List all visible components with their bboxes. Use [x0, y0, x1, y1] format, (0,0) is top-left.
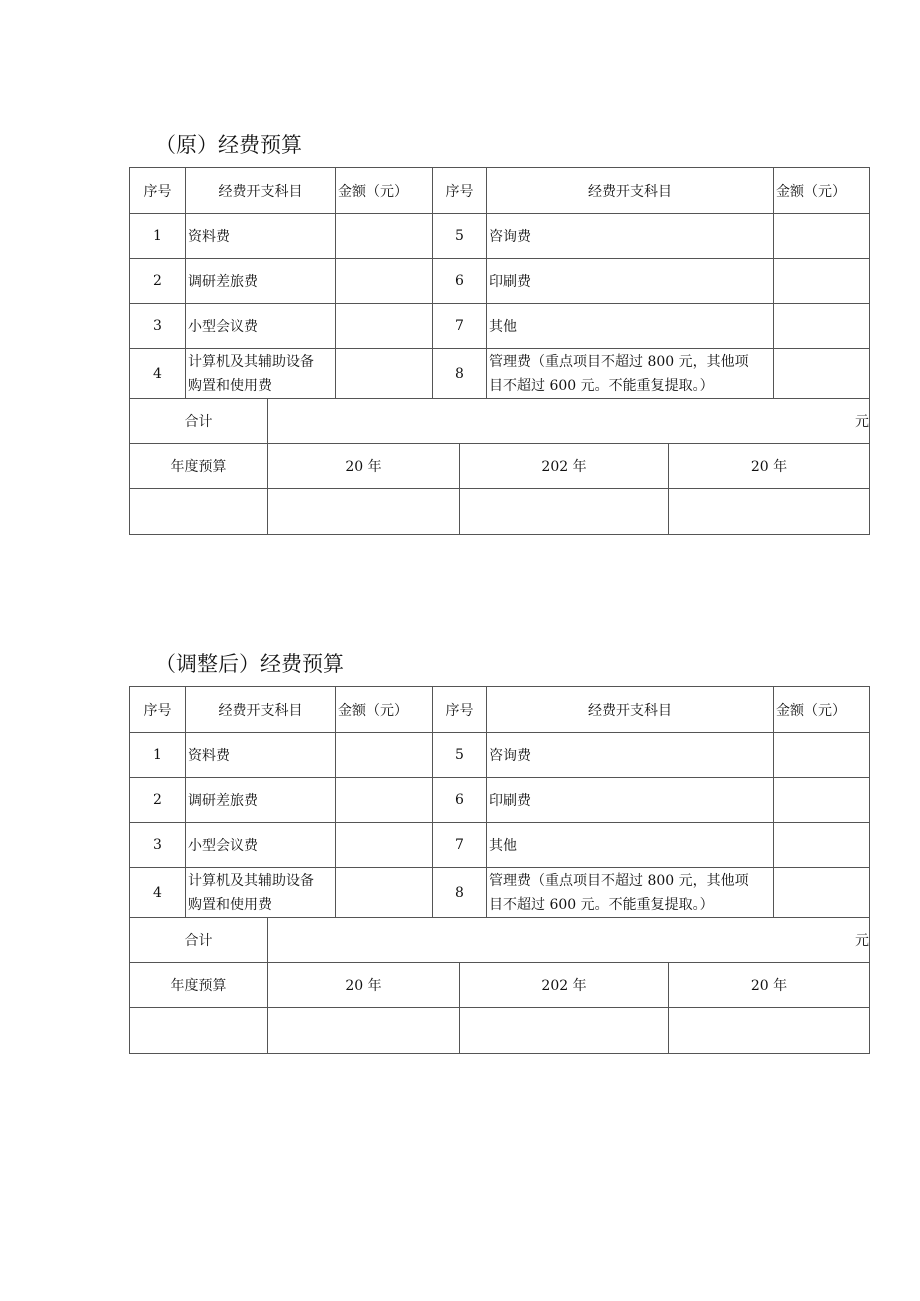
total-row [129, 917, 870, 962]
table-row [129, 348, 870, 398]
budget-table-original [129, 167, 870, 535]
table-row [129, 777, 870, 822]
item-name: 计算机及其辅助设备 购置和使用费 [185, 348, 335, 398]
item-name: 印刷费 [486, 777, 773, 822]
year-header: 202 年 [459, 962, 668, 1007]
blank-cell[interactable] [129, 1007, 267, 1054]
header-seq-right: 序号 [432, 167, 486, 213]
year-header: 20 年 [267, 962, 459, 1007]
item-no: 7 [432, 822, 486, 867]
annual-value-row [129, 1007, 870, 1054]
item-no: 6 [432, 258, 486, 303]
item-name: 资料费 [185, 213, 335, 258]
item-name: 计算机及其辅助设备 购置和使用费 [185, 867, 335, 917]
total-unit: 元 [855, 414, 869, 430]
amount-input-cell[interactable] [773, 822, 870, 867]
header-amount-left: 金额（元） [335, 167, 432, 213]
total-value-cell[interactable] [267, 917, 870, 962]
year-value-cell[interactable] [459, 488, 668, 535]
amount-input-cell[interactable] [773, 348, 870, 398]
item-name: 管理费（重点项目不超过 800 元，其他项 目不超过 600 元。不能重复提取。） [486, 867, 773, 917]
table-row [129, 303, 870, 348]
item-no: 8 [432, 867, 486, 917]
amount-input-cell[interactable] [335, 867, 432, 917]
item-name: 调研差旅费 [185, 777, 335, 822]
amount-input-cell[interactable] [773, 867, 870, 917]
year-value-cell[interactable] [459, 1007, 668, 1054]
header-seq-left: 序号 [129, 686, 185, 732]
year-value-cell[interactable] [267, 488, 459, 535]
item-no: 8 [432, 348, 486, 398]
item-name: 其他 [486, 303, 773, 348]
year-value-cell[interactable] [668, 488, 870, 535]
table-row [129, 867, 870, 917]
header-amount-right: 金额（元） [773, 686, 870, 732]
year-value-cell[interactable] [267, 1007, 459, 1054]
item-no: 1 [129, 213, 185, 258]
header-seq-left: 序号 [129, 167, 185, 213]
item-name: 咨询费 [486, 732, 773, 777]
item-name: 其他 [486, 822, 773, 867]
amount-input-cell[interactable] [335, 303, 432, 348]
amount-input-cell[interactable] [773, 303, 870, 348]
table-row [129, 732, 870, 777]
year-header: 20 年 [267, 443, 459, 488]
item-no: 3 [129, 303, 185, 348]
item-no: 4 [129, 867, 185, 917]
item-name: 资料费 [185, 732, 335, 777]
amount-input-cell[interactable] [335, 822, 432, 867]
annual-value-row [129, 488, 870, 535]
item-no: 3 [129, 822, 185, 867]
header-subject-right: 经费开支科目 [486, 686, 773, 732]
budget-table-adjusted [129, 686, 870, 1054]
total-label: 合计 [129, 398, 267, 443]
header-amount-right: 金额（元） [773, 167, 870, 213]
amount-input-cell[interactable] [335, 777, 432, 822]
item-name: 印刷费 [486, 258, 773, 303]
header-seq-right: 序号 [432, 686, 486, 732]
table-header-row [129, 686, 870, 732]
total-row [129, 398, 870, 443]
annual-budget-row [129, 443, 870, 488]
item-name: 咨询费 [486, 213, 773, 258]
header-subject-right: 经费开支科目 [486, 167, 773, 213]
amount-input-cell[interactable] [335, 258, 432, 303]
amount-input-cell[interactable] [773, 213, 870, 258]
amount-input-cell[interactable] [335, 213, 432, 258]
annual-budget-label: 年度预算 [129, 962, 267, 1007]
header-amount-left: 金额（元） [335, 686, 432, 732]
item-no: 6 [432, 777, 486, 822]
blank-cell[interactable] [129, 488, 267, 535]
year-header: 202 年 [459, 443, 668, 488]
amount-input-cell[interactable] [335, 732, 432, 777]
total-label: 合计 [129, 917, 267, 962]
header-subject-left: 经费开支科目 [185, 686, 335, 732]
year-value-cell[interactable] [668, 1007, 870, 1054]
table-row [129, 258, 870, 303]
table-header-row [129, 167, 870, 213]
amount-input-cell[interactable] [773, 777, 870, 822]
year-header: 20 年 [668, 443, 870, 488]
item-name: 管理费（重点项目不超过 800 元，其他项 目不超过 600 元。不能重复提取。） [486, 348, 773, 398]
year-header: 20 年 [668, 962, 870, 1007]
item-no: 5 [432, 213, 486, 258]
table-row [129, 822, 870, 867]
item-no: 4 [129, 348, 185, 398]
section-title-original: （原）经费预算 [155, 133, 302, 157]
item-name: 小型会议费 [185, 822, 335, 867]
table-row [129, 213, 870, 258]
amount-input-cell[interactable] [335, 348, 432, 398]
section-title-adjusted: （调整后）经费预算 [155, 652, 344, 676]
item-no: 1 [129, 732, 185, 777]
item-name: 小型会议费 [185, 303, 335, 348]
item-no: 2 [129, 258, 185, 303]
header-subject-left: 经费开支科目 [185, 167, 335, 213]
total-unit: 元 [855, 933, 869, 949]
amount-input-cell[interactable] [773, 258, 870, 303]
item-no: 2 [129, 777, 185, 822]
item-no: 5 [432, 732, 486, 777]
total-value-cell[interactable] [267, 398, 870, 443]
item-name: 调研差旅费 [185, 258, 335, 303]
annual-budget-label: 年度预算 [129, 443, 267, 488]
annual-budget-row [129, 962, 870, 1007]
amount-input-cell[interactable] [773, 732, 870, 777]
item-no: 7 [432, 303, 486, 348]
